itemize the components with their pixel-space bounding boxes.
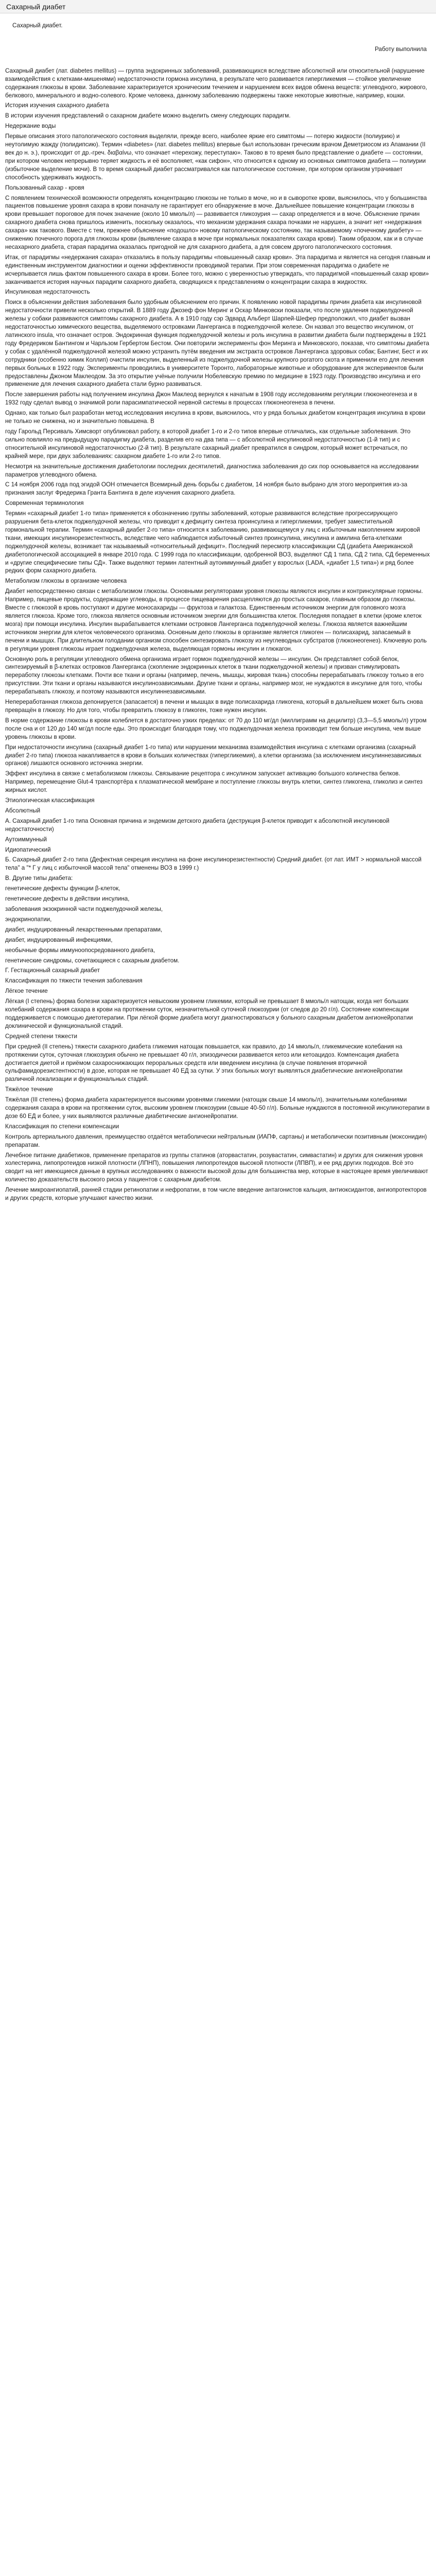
paragraph: После завершения работы над получением инсулина Джон Маклеод вернулся к начатым в 1908 году исследованиям регуляции глюконеогенеза и в 1932 году сделал вывод о значимой роли парасимпатической нервной системы в процессах глюконеогенеза в печени. — [5, 391, 417, 406]
paragraph: Метаболизм глюкозы в организме человека — [5, 578, 127, 585]
paragraph: Тяжёлая (III степень) форма диабета характеризуется высокими уровнями гликемии (натощак свыше 14 ммоль/л), значительными колебаниями содержания сахара в крови на протяжении суток, высоким уровнем глюкозурии (свыше 40-50 г/л). Больные нуждаются в постоянной инсулинотерапии в дозе 60 ЕД и более, у них выявляются различные диабетические ангионейропатии. — [5, 1096, 430, 1120]
paragraph: Абсолютный — [5, 807, 41, 814]
paragraph: При недостаточности инсулина (сахарный диабет 1-го типа) или нарушении механизма взаимодействия инсулина с клетками организма (сахарный диабет 2-го типа) глюкоза накапливается в крови в больших количествах (гипергликемия), а клетки организма (за исключением инсулиннезависимых органов) лишаются основного источника энергии. — [5, 743, 422, 767]
paragraph: Лёгкое течение — [5, 988, 48, 995]
paragraph: Тяжёлое течение — [5, 1086, 53, 1093]
paragraph: Поиск в объяснении действия заболевания было удобным объяснением его причин. К появлению новой парадигмы причин диабета как инсулиновой недостаточности привели несколько открытий. В 1889 году Джозеф фон Меринг и Оскар Минковски показали, что после удаления поджелудочной железы у собаки развиваются симптомы сахарного диабета. А в 1910 году сэр Эдвард Альберт Шарпей-Шефер предположил, что диабет вызван недостаточностью химического вещества, выделяемого островками Лангерганса в поджелудочной железе. Он назвал это вещество инсулином, от латинского insula, что означает остров. Эндокринная функция поджелудочной железы и роль инсулина в развитии диабета были подтверждены в 1921 году Фредериком Бантингом и Чарльзом Гербертом Бестом. Они повторили эксперименты фон Меринга и Минковского, показав, что симптомы диабета у собак с удалённой поджелудочной железой можно устранить путём введения им экстракта островков Лангерганса здоровых собак; Бантинг, Бест и их сотрудники (особенно химик Коллип) очистили инсулин, выделенный из поджелудочной железы крупного рогатого скота и применили его для лечения первых больных в 1922 году. Эксперименты проводились в университете Торонто, лабораторные животные и оборудование для экспериментов были предоставлены Джоном Маклеодом. За это открытие учёные получили Нобелевскую премию по медицине в 1923 году. Производство инсулина и его применение для лечения сахарного диабета стали бурно развиваться. — [5, 299, 429, 388]
paragraph: Однако, как только был разработан метод исследования инсулина в крови, выяснилось, что у ряда больных диабетом концентрация инсулина в крови не только не снижена, но и значительно повышена. В — [5, 410, 426, 425]
paragraph: Термин «сахарный диабет 1-го типа» применяется к обозначению группы заболеваний, которые развиваются вследствие прогрессирующего разрушения бета-клеток поджелудочной железы, что приводит к дефициту синтеза проинсулина и гипергликемии, требует заместительной гормональной терапии. Термин «сахарный диабет 2-го типа» относится к заболеванию, развивающемуся у лиц с избыточным накоплением жировой ткани, имеющих инсулинорезистентность, вследствие чего наблюдается избыточный синтез проинсулина, инсулина и амилина бета-клетками поджелудочной железы, возникает так называемый «относительный дефицит». Последний пересмотр классификации СД (диабета Американской диабетологической ассоциацией в январе 2010 года. С 1999 года по классификации, одобренной ВОЗ, выделяют СД 1 типа, СД 2 типа, СД беременных и «другие специфические типы СД». Также выделяют термин латентный аутоиммунный диабет у взрослых (LADA, «диабет 1,5 типа») и ряд более редких форм сахарного диабета. — [5, 510, 430, 574]
paragraph: генетические синдромы, сочетающиеся с сахарным диабетом. — [5, 957, 180, 964]
document-page — [0, 13, 436, 1202]
document-body — [5, 67, 431, 1202]
paragraph: Идиопатический — [5, 846, 51, 853]
paragraph: Современная терминология — [5, 500, 84, 507]
paragraph: Средней степени тяжести — [5, 1032, 77, 1040]
paragraph: Лечебное питание диабетиков, применение препаратов из группы статинов (аторвастатин, розувастатин, симвастатин) и других для снижения уровня холестерина, липопротеидов низкой плотности (ЛПНП), повышения липопротеидов высокой плотности (ЛПВП), и ее ряд других подходов. Всё это сводит на нет имеющиеся данные в крупных исследованиях о важности высокой дозы для большинства мер, которые в настоящее время увеличивают количество доказательств высокого риска у пациентов с сахарным диабетом. — [5, 1151, 428, 1183]
paragraph: Непереработанная глюкоза депонируется (запасается) в печени и мышцах в виде полисахарида гликогена, который в дальнейшем может быть снова превращён в глюкозу. Но для того, чтобы превратить глюкозу в гликоген, тоже нужен инсулин. — [5, 699, 423, 714]
paragraph: Б. Сахарный диабет 2-го типа (Дефектная секреция инсулина на фоне инсулинорезистентности) Средний диабет. (от лат. ИМТ > нормальной массой тела" a "* Г у лиц с избыточной массой тела" отменены ВОЗ в 1999 г.) — [5, 856, 422, 872]
paragraph: заболевания экзокринной части поджелудочной железы, — [5, 906, 163, 912]
paragraph: Инсулиновая недостаточность — [5, 289, 90, 296]
paragraph: В. Другие типы диабета: — [5, 875, 73, 882]
paragraph: При средней (II степень) тяжести сахарного диабета гликемия натощак повышается, как правило, до 14 ммоль/л, гликемические колебания на протяжении суток, суточная глюкозурия обычно не превышает 40 г/л, эпизодически развивается кетоз или кетоацидоз. Компенсация диабета достигается диетой и приёмом сахароснижающих пероральных средств или введением инсулина (в случае появления вторичной сульфамидорезистентности) в дозе, которая не превышает 40 ЕД за сутки. У этих больных могут выявляться диабетические ангионейропатии различной локализации и функциональных стадий. — [5, 1043, 403, 1083]
paragraph: необычные формы иммуноопосредованного диабета, — [5, 946, 155, 954]
paragraph: диабет, индуцированный инфекциями, — [5, 936, 113, 943]
document-subtitle: Сахарный диабет. — [12, 22, 63, 29]
paragraph: году Гарольд Персиваль Химсворт опубликовал работу, в которой диабет 1-го и 2-го типов впервые отличались, как отдельные заболевания. Это сильно повлияло на предыдущую парадигму диабета, разделив его на два типа — с абсолютной инсулиновой недостаточностью (1-й тип) и с относительной инсулиновой недостаточностью (2-й тип). В результате сахарный диабет превратился в синдром, который может встречаться, по крайней мере, при двух заболеваниях: сахарном диабете 1-го или 2-го типов. — [5, 428, 411, 460]
paragraph: С 14 ноября 2006 года под эгидой ООН отмечается Всемирный день борьбы с диабетом, 14 ноября было выбрано для этого мероприятия из-за признания заслуг Фредерика Гранта Бантинга в деле изучения сахарного диабета. — [5, 481, 408, 497]
paragraph: Основную роль в регуляции углеводного обмена организма играет гормон поджелудочной железы — инсулин. Он представляет собой белок, синтезируемый в β-клетках островков Лангерганса (скопление эндокринных клеток в ткани поджелудочной железы) и призван стимулировать переработку глюкозы клетками. Почти все ткани и органы (например, печень, мышцы, жировая ткань) способны перерабатывать глюкозу только в его присутствии. Эти ткани и органы называются инсулинозависимыми. Другие ткани и органы, например мозг, не нуждаются в инсулине для того, чтобы перерабатывать глюкозу, и поэтому называются инсулиннезависимыми. — [5, 655, 424, 696]
paragraph: Недержание воды — [5, 123, 56, 130]
paragraph: Классификация по тяжести течения заболевания — [5, 977, 143, 985]
paragraph: Сахарный диабет (лат. diabetes mellitus) — группа эндокринных заболеваний, развивающихся вследствие абсолютной или относительной (нарушение взаимодействия с клетками-мишенями) недостаточности гормона инсулина, в результате чего развивается гипергликемия — стойкое увеличение содержания глюкозы в крови. Заболевание характеризуется хроническим течением и нарушением всех видов обмена веществ: углеводного, жирового, белкового, минерального и водно-солевого. Кроме человека, данному заболеванию подвержены также некоторые животные, например, кошки. — [5, 67, 427, 99]
paragraph: диабет, индуцированный лекарственными препаратами, — [5, 926, 163, 933]
paragraph: Классификация по степени компенсации — [5, 1123, 119, 1130]
paragraph: Г. Гестационный сахарный диабет — [5, 967, 100, 974]
paragraph: С появлением технической возможности определять концентрацию глюкозы не только в моче, но и в сыворотке крови, выяснилось, что у большинства пациентов повышение уровня сахара в крови поначалу не гарантирует его обнаружение в моче. Дальнейшее повышение концентрации глюкозы в крови превышает пороговое для почек значение (около 10 ммоль/л) — развивается гликозурия — сахар определяется и в моче. Объяснение причин сахарного диабета снова пришлось изменить, поскольку оказалось, что механизм удержания сахара почками не нарушен, а значит нет «недержания сахара» как такового. Вместе с тем, прежнее объяснение «подошло» новому патологическому состоянию, так называемому «почечному диабету» — снижению почечного порога для глюкозы крови (выявление сахара в моче при нормальных показателях сахара крови). Таким образом, как и в случае несахарного диабета, старая парадигма оказалась пригодной не для сахарного диабета, а для совсем другого патологического состояния. — [5, 194, 427, 250]
paragraph: Несмотря на значительные достижения диабетологии последних десятилетий, диагностика заболевания до сих пор основывается на исследовании параметров углеводного обмена. — [5, 463, 419, 478]
document-title: Сахарный диабет — [6, 3, 66, 11]
paragraph: генетические дефекты в действии инсулина, — [5, 895, 130, 903]
paragraph: В норме содержание глюкозы в крови колеблется в достаточно узких пределах: от 70 до 110 мг/дл (миллиграмм на децилитр) (3,3—5,5 ммоль/л) утром после сна и от 120 до 140 мг/дл после еды. Это происходит благодаря тому, что поджелудочная железа производит тем больше инсулина, чем выше уровень глюкозы в крови. — [5, 717, 427, 740]
document-title-bar — [0, 0, 436, 13]
paragraph: Аутоиммунный — [5, 836, 47, 843]
paragraph: Первые описания этого патологического состояния выделяли, прежде всего, наиболее яркие его симптомы — потерю жидкости (полиурию) и неутолимую жажду (полидипсию). Термин «diabetes» (лат. diabetes mellitus) впервые был использован греческим врачом Деметриосом из Апамании (II век до н. э.), происходит от др.-греч. διαβαίνω, что означает «перехожу, переступаю». Таково в то время было представление о диабете — состоянии, при котором человек непрерывно теряет жидкость и её восполняет, «как сифон», что относится к одному из основных симптомов диабета — полиурии (избыточное выделение мочи). В то время сахарный диабет рассматривался как патологическое состояние, при котором организм утрачивает способность удерживать жидкость. — [5, 133, 426, 181]
paragraph: Лёгкая (I степень) форма болезни характеризуется невысоким уровнем гликемии, который не превышает 8 ммоль/л натощак, когда нет больших колебаний содержания сахара в крови на протяжении суток, незначительной суточной глюкозурии (от следов до 20 г/л). Состояние компенсации поддерживается с помощью диетотерапии. При лёгкой форме диабета могут диагностироваться у больного сахарным диабетом ангионейропатии доклинической и функциональной стадий. — [5, 998, 413, 1029]
paragraph: Контроль артериального давления, преимущество отдаётся метаболически нейтральным (ИАПФ, сартаны) и метаболически позитивным (моксонидин) препаратам. — [5, 1133, 427, 1148]
paragraph: Пользованный сахар - кровя — [5, 184, 84, 191]
paragraph: Эффект инсулина в связке с метаболизмом глюкозы. Связывание рецептора с инсулином запускает активацию большого количества белков. Например, перемещение Glut-4 транспортёра к плазматической мембране и поступление глюкозы внутрь клетки, синтез гликогена, гликолиз и синтез жирных кислот. — [5, 770, 423, 794]
author-line: Работу выполнила — [375, 45, 427, 53]
paragraph: Этиологическая классификация — [5, 797, 95, 804]
paragraph: Диабет непосредственно связан с метаболизмом глюкозы. Основными регуляторами уровня глюкозы являются инсулин и контринсулярные гормоны. Например, пищевые продукты, содержащие углеводы, в процессе пищеварения расщепляются до простых сахаров, главным образом до глюкозы. Вместе с глюкозой в кровь поступают и другие моносахариды — фруктоза и галактоза. Единственным источником энергии для головного мозга является глюкоза. Кроме того, глюкоза является основным источником энергии для большинства клеток. Последняя попадает в клетки (кроме клеток мозга) при помощи инсулина. Инсулин вырабатывается клетками островков Лангерганса поджелудочной железы. Глюкоза является важнейшим источником энергии для клеток человеческого организма. Основным депо глюкозы в организме является гликоген — полисахарид, запасаемый в печени и мышцах. При длительном голодании организм способен синтезировать глюкозу из неуглеводных субстратов (глюконеогенез). Ключевую роль в регуляции уровня глюкозы играет поджелудочная железа, выделяющая гормоны инсулин и глюкагон. — [5, 588, 427, 652]
paragraph: эндокринопатии, — [5, 916, 52, 923]
paragraph: История изучения сахарного диабета — [5, 102, 109, 109]
paragraph: Итак, от парадигмы «недержания сахара» отказались в пользу парадигмы «повышенный сахар крови». Эта парадигма и является на сегодня главным и единственным инструментом диагностики и оценки эффективности проводимой терапии. При этом современная парадигма о диабете не исчерпывается лишь фактом повышенного сахара в крови. Более того, можно с уверенностью утверждать, что парадигмой «повышенный сахар крови» заканчивается история научных парадигм сахарного диабета, сводящихся к представлениям о концентрации сахара в жидкостях. — [5, 253, 430, 285]
paragraph: Лечение микроангиопатий, ранней стадии ретинопатии и нефропатии, в том числе введение антагонистов кальция, антиоксидантов, ангиопротекторов и других средств, которые улучшают качество жизни. — [5, 1187, 427, 1202]
paragraph: А. Сахарный диабет 1-го типа Основная причина и эндемизм детского диабета (деструкция β-клеток приводит к абсолютной инсулиновой недостаточности) — [5, 817, 390, 833]
paragraph: генетические дефекты функции β-клеток, — [5, 885, 120, 892]
paragraph: В истории изучения представлений о сахарном диабете можно выделить смену следующих парадигм. — [5, 112, 291, 120]
